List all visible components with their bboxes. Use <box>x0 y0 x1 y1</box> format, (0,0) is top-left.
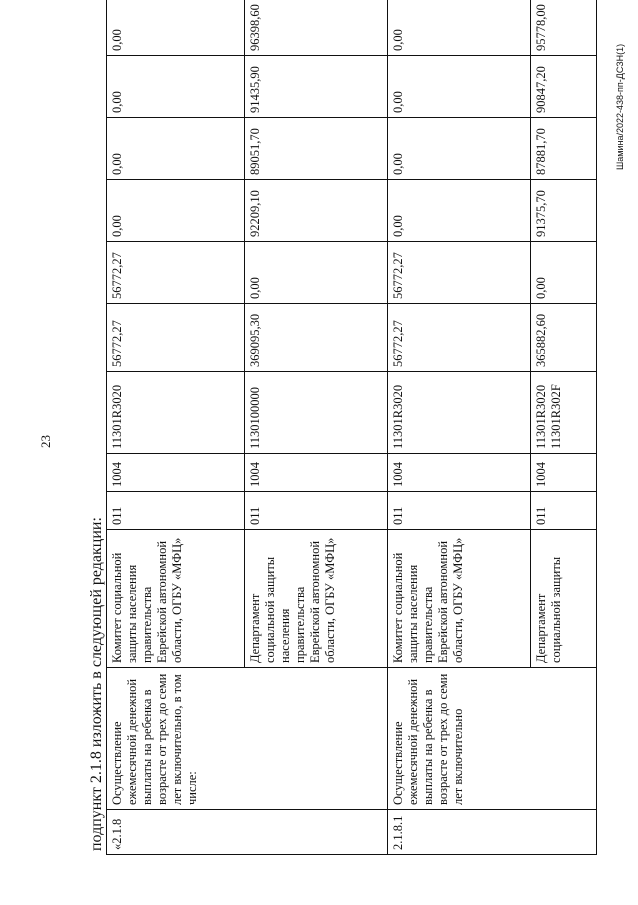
amount-2023: 91435,90 <box>245 56 388 118</box>
executor: Комитет социальной защиты населения правительства Еврейской автономной области, ОГБУ «МФЦ» <box>107 530 245 668</box>
grbs-code: 011 <box>388 492 531 530</box>
row-number: «2.1.8 <box>107 810 388 855</box>
rzpr-code: 1004 <box>388 454 531 492</box>
page-number: 23 <box>38 435 53 448</box>
amount-2022: 0,00 <box>388 118 531 180</box>
grbs-code: 011 <box>245 492 388 530</box>
rotated-page-content <box>88 4 598 855</box>
budget-table <box>106 0 597 855</box>
amount-2021: 92209,10 <box>245 180 388 242</box>
amount-2024: 95778,00 <box>531 0 597 56</box>
rzpr-code: 1004 <box>245 454 388 492</box>
csr-code: 11301R3020 <box>388 372 531 454</box>
amount-2023: 90847,20 <box>531 56 597 118</box>
total-amount: 56772,27 <box>388 304 531 372</box>
amount-2021: 91375,70 <box>531 180 597 242</box>
intro-text: подпункт 2.1.8 изложить в следующей редакции: <box>88 517 105 851</box>
grbs-code: 011 <box>531 492 597 530</box>
amount-2020: 56772,27 <box>388 242 531 304</box>
csr-code: 1130100000 <box>245 372 388 454</box>
executor: Департамент социальной защиты <box>531 530 597 668</box>
row-number: 2.1.8.1 <box>388 810 597 855</box>
document-code: Шамина/2022-438-пп-ДСЗН(1) <box>615 43 625 170</box>
grbs-code: 011 <box>107 492 245 530</box>
amount-2023: 0,00 <box>388 56 531 118</box>
csr-code: 11301R3020 <box>107 372 245 454</box>
executor: Комитет социальной защиты населения правительства Еврейской автономной области, ОГБУ «МФЦ» <box>388 530 531 668</box>
amount-2021: 0,00 <box>388 180 531 242</box>
total-amount: 56772,27 <box>107 304 245 372</box>
amount-2020: 0,00 <box>531 242 597 304</box>
amount-2024: 0,00 <box>388 0 531 56</box>
rzpr-code: 1004 <box>531 454 597 492</box>
amount-2020: 0,00 <box>245 242 388 304</box>
amount-2022: 89051,70 <box>245 118 388 180</box>
table-row <box>388 0 531 855</box>
amount-2022: 87881,70 <box>531 118 597 180</box>
amount-2022: 0,00 <box>107 118 245 180</box>
rzpr-code: 1004 <box>107 454 245 492</box>
amount-2023: 0,00 <box>107 56 245 118</box>
table-row <box>107 0 245 855</box>
amount-2020: 56772,27 <box>107 242 245 304</box>
amount-2021: 0,00 <box>107 180 245 242</box>
measure-name: Осуществление ежемесячной денежной выплаты на ребенка в возрасте от трех до семи лет включительно, в том числе: <box>107 668 388 810</box>
total-amount: 365882,60 <box>531 304 597 372</box>
amount-2024: 96398,60 <box>245 0 388 56</box>
csr-code: 11301R3020 11301R302F <box>531 372 597 454</box>
total-amount: 369095,30 <box>245 304 388 372</box>
executor: Департамент социальной защиты населения правительства Еврейской автономной области, ОГБУ «МФЦ» <box>245 530 388 668</box>
amount-2024: 0,00 <box>107 0 245 56</box>
measure-name: Осуществление ежемесячной денежной выплаты на ребенка в возрасте от трех до семи лет включительно <box>388 668 597 810</box>
